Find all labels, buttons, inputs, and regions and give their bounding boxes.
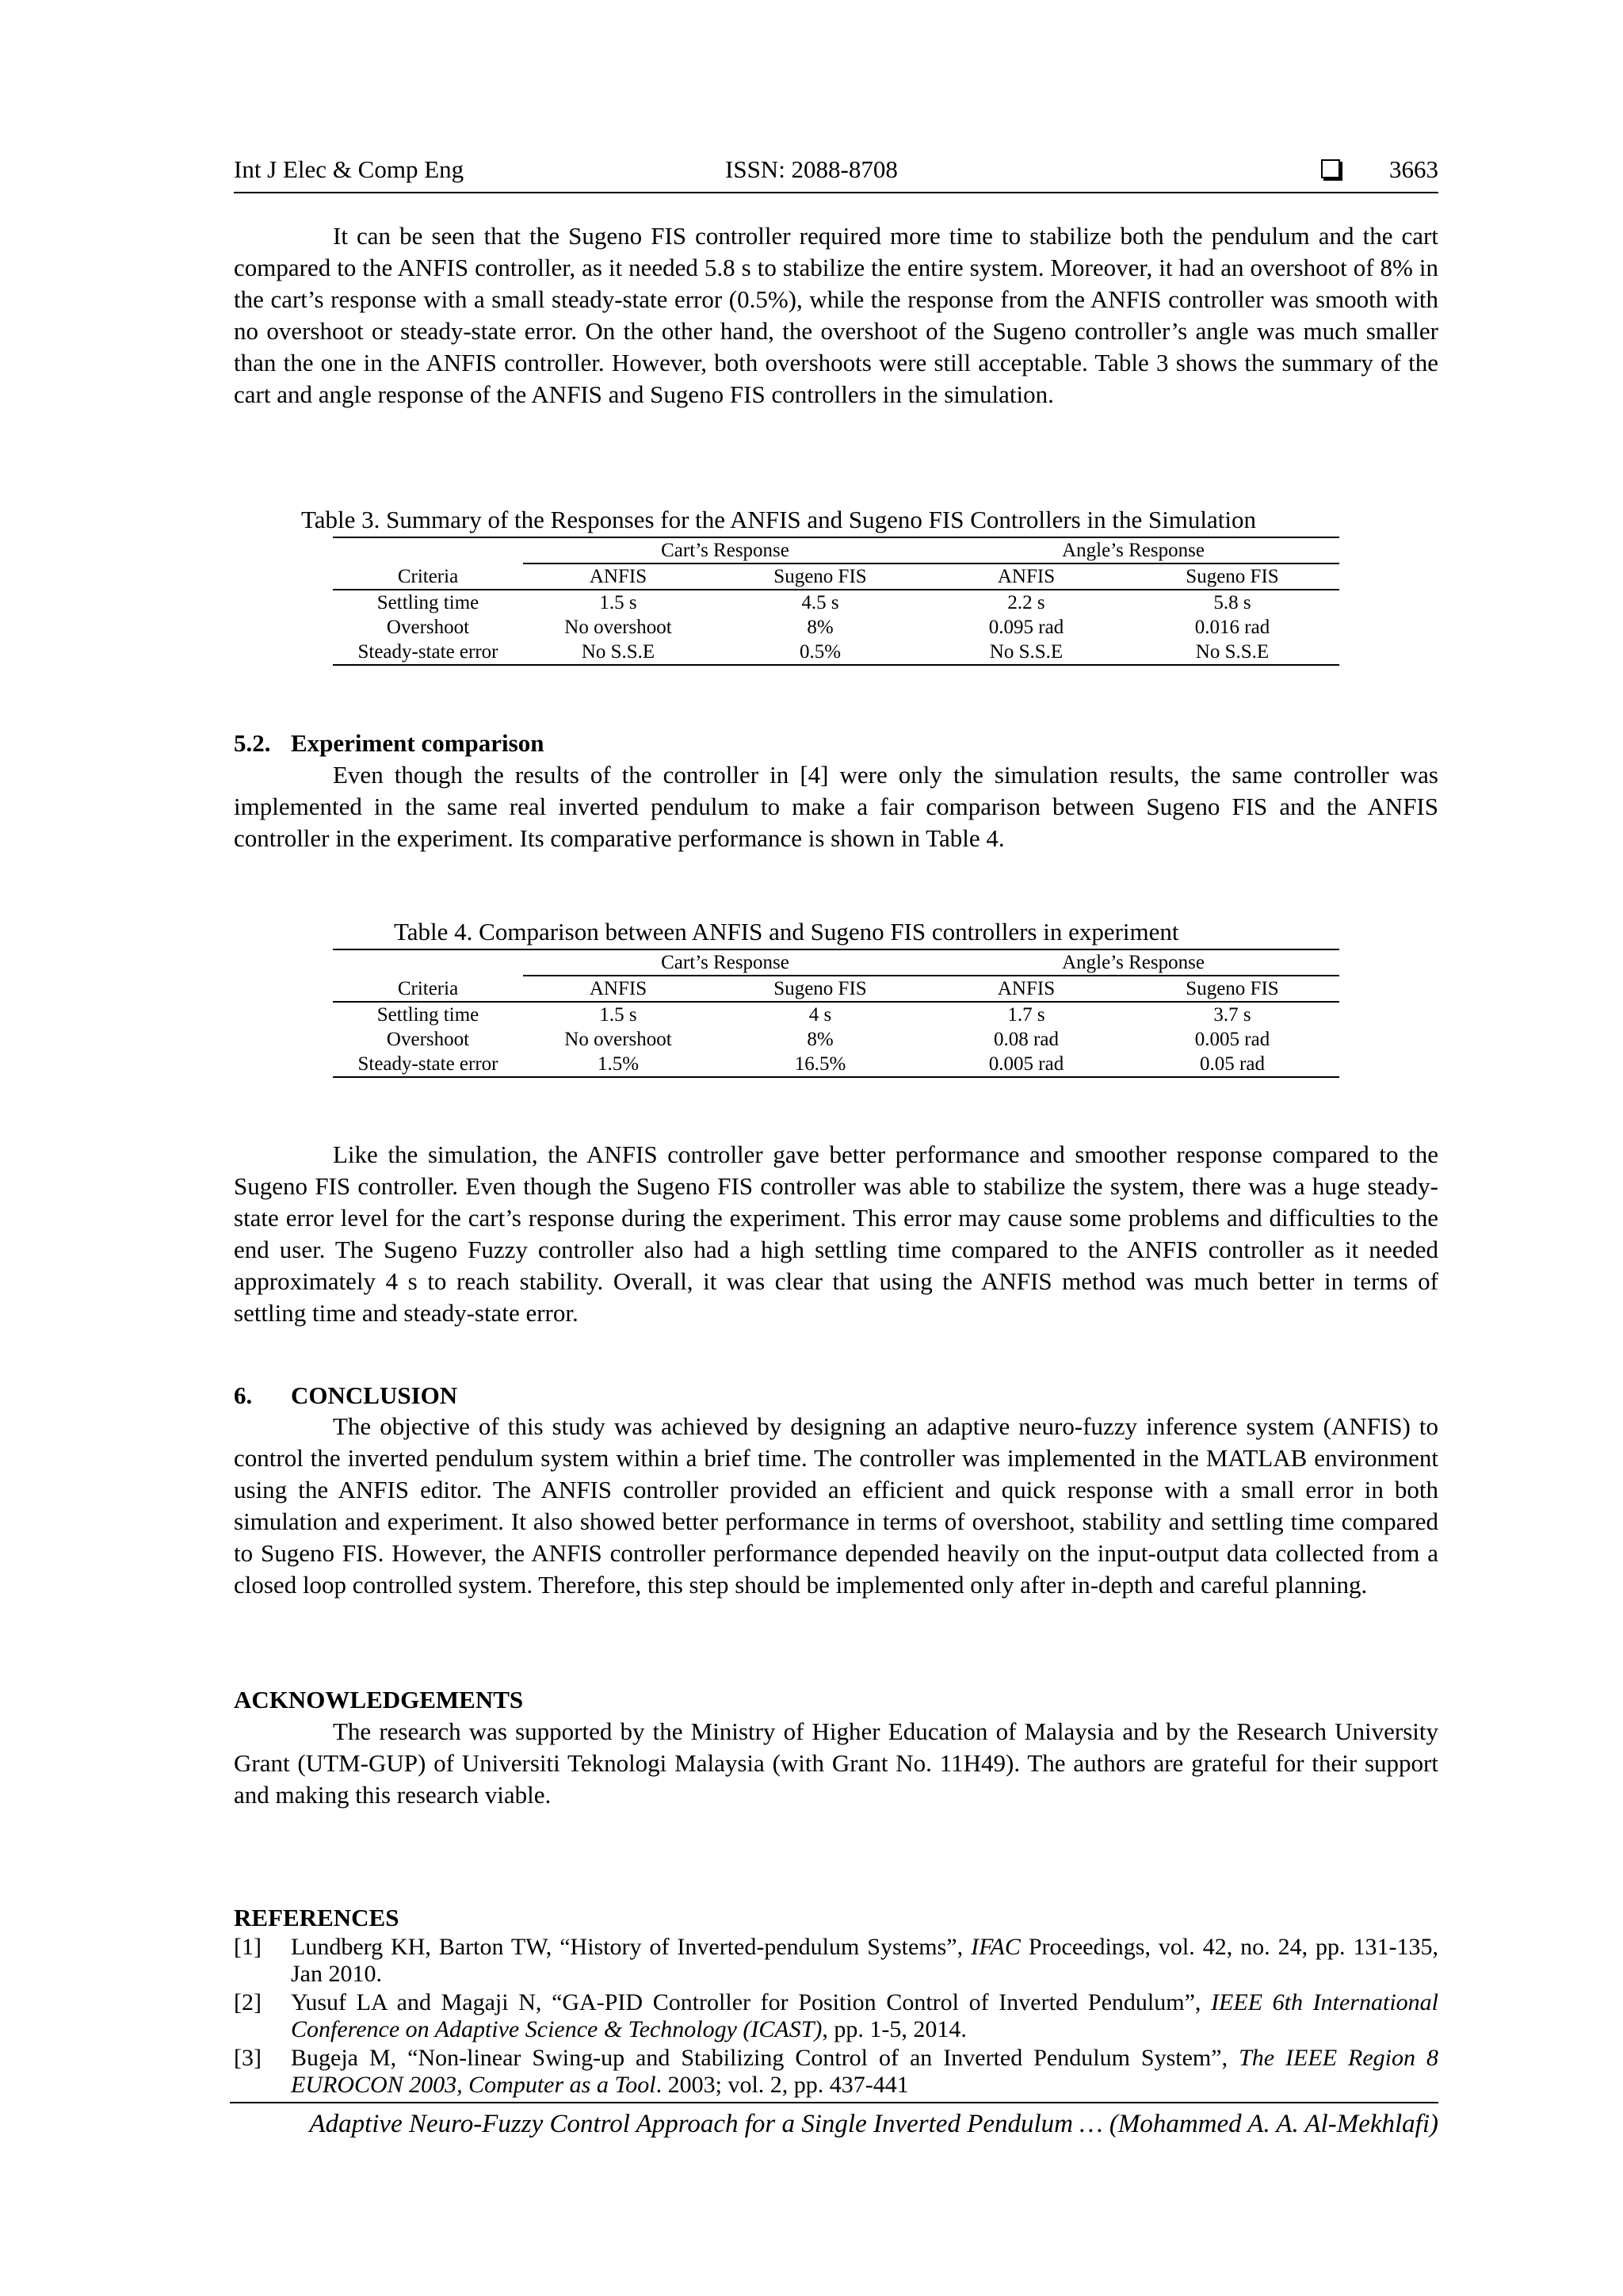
table-cell: 3.7 s	[1213, 1004, 1251, 1026]
table3-header: Criteria	[333, 563, 523, 590]
acknowledgements-heading: ACKNOWLEDGEMENTS	[234, 1686, 524, 1713]
table3-header: ANFIS	[523, 563, 713, 590]
table-row	[333, 615, 1339, 640]
table4-header: ANFIS	[523, 976, 713, 1002]
table3-header: ANFIS	[927, 563, 1125, 590]
table-cell: 8%	[807, 617, 834, 638]
table3-header: Sugeno FIS	[713, 563, 927, 590]
table-cell: No S.S.E	[927, 640, 1125, 665]
paragraph-conclusion: The objective of this study was achieved by designing an adaptive neuro-fuzzy inference system (ANFIS) to control the inverted pendulum system within a brief time. The controller was implemented in the MATLAB environment using the ANFIS editor. The ANFIS controller provided an efficient and quick response with a small error in both simulation and experiment. It also showed better performance in terms of overshoot, stability and settling time compared to Sugeno FIS. However, the ANFIS controller performance depended heavily on the input-output data collected from a closed loop controlled system. Therefore, this step should be implemented only after in-depth and careful planning.	[234, 1412, 1438, 1599]
table-cell: 16.5%	[713, 1052, 927, 1077]
table3-group-angle: Angle’s Response	[927, 537, 1339, 563]
section-heading-5-2: 5.2. Experiment comparison	[234, 729, 544, 757]
table-row	[333, 590, 1339, 615]
table-cell: Settling time	[376, 592, 479, 613]
section-heading-6: 6. CONCLUSION	[234, 1381, 458, 1409]
reference-item: [1] Lundberg KH, Barton TW, “History of Inverted-pendulum Systems”, IFAC Proceedings, vol. 42, no. 24, pp. 131-135, Jan 2010.	[234, 1934, 1438, 1987]
table4-caption: Table 4. Comparison between ANFIS and Sugeno FIS controllers in experiment	[394, 918, 1179, 946]
reference-item: [3] Bugeja M, “Non-linear Swing-up and Stabilizing Control of an Inverted Pendulum System”, The IEEE Region 8 EUROCON 2003, Computer as a Tool. 2003; vol. 2, pp. 437-441	[234, 2045, 1438, 2098]
table4	[333, 949, 1339, 1078]
table-row	[333, 640, 1339, 665]
paragraph-experiment-discussion: Like the simulation, the ANFIS controller gave better performance and smoother response compared to the Sugeno FIS controller. Even though the Sugeno FIS controller was able to stabilize the system, there was a huge steady-state error level for the cart’s response during the experiment. This error may cause some problems and difficulties to the end user. The Sugeno Fuzzy controller also had a high settling time compared to the ANFIS controller as it needed approximately 4 s to reach stability. Overall, it was clear that using the ANFIS method was much better in terms of settling time and steady-state error.	[234, 1140, 1438, 1327]
table-cell: 0.08 rad	[994, 1029, 1059, 1050]
paragraph-experiment-comparison: Even though the results of the controller in [4] were only the simulation results, the same controller was implemented in the same real inverted pendulum to make a fair comparison between Sugeno FIS and the ANFIS controller in the experiment. Its comparative performance is shown in Table 4.	[234, 761, 1438, 852]
table4-header: ANFIS	[927, 976, 1125, 1002]
references-heading: REFERENCES	[234, 1904, 399, 1931]
table-row	[333, 1002, 1339, 1027]
table-cell: Overshoot	[386, 1029, 470, 1050]
table-cell: 1.7 s	[1007, 1004, 1045, 1026]
running-footer: Adaptive Neuro-Fuzzy Control Approach for a Single Inverted Pendulum … (Mohammed A. A. Al-Mekhlafi)	[309, 2110, 1438, 2138]
table-cell: Settling time	[376, 1004, 479, 1026]
table-cell: No overshoot	[564, 617, 672, 638]
table-cell: 5.8 s	[1213, 592, 1251, 613]
table-cell: 0.095 rad	[988, 617, 1064, 638]
table-cell: 8%	[807, 1029, 834, 1050]
table-cell: 0.005 rad	[1194, 1029, 1270, 1050]
table-cell: No S.S.E	[523, 640, 713, 665]
table-cell: 2.2 s	[1007, 592, 1045, 613]
table3-header: Sugeno FIS	[1125, 563, 1339, 590]
table-cell: 1.5%	[523, 1052, 713, 1077]
table-cell: 1.5 s	[599, 1004, 637, 1026]
table-cell: 0.05 rad	[1125, 1052, 1339, 1077]
footer-rule	[230, 2102, 1438, 2103]
table-cell: Steady-state error	[333, 640, 523, 665]
table-cell: 4.5 s	[801, 592, 839, 613]
table-row	[333, 1027, 1339, 1052]
table-cell: No overshoot	[564, 1029, 672, 1050]
table4-header: Criteria	[333, 976, 523, 1002]
reference-item: [2] Yusuf LA and Magaji N, “GA-PID Controller for Position Control of Inverted Pendulum”, IEEE 6th International Conference on Adaptive Science & Technology (ICAST), pp. 1-5, 2014.	[234, 1989, 1438, 2042]
table-row	[333, 1052, 1339, 1077]
table-cell: Overshoot	[386, 617, 470, 638]
table3-group-cart: Cart’s Response	[523, 537, 927, 563]
reference-list	[234, 1934, 1438, 2100]
journal-name: Int J Elec & Comp Eng	[234, 155, 464, 183]
table-cell: 4 s	[808, 1004, 832, 1026]
square-bullet-icon	[1321, 159, 1340, 178]
table-cell: No S.S.E	[1125, 640, 1339, 665]
page-number: 3663	[1389, 155, 1438, 183]
paragraph-simulation-discussion: It can be seen that the Sugeno FIS controller required more time to stabilize both the pendulum and the cart compared to the ANFIS controller, as it needed 5.8 s to stabilize the entire system. Moreover, it had an overshoot of 8% in the cart’s response with a small steady-state error (0.5%), while the response from the ANFIS controller was smooth with no overshoot or steady-state error. On the other hand, the overshoot of the Sugeno controller’s angle was much smaller than the one in the ANFIS controller. However, both overshoots were still acceptable. Table 3 shows the summary of the cart and angle response of the ANFIS and Sugeno FIS controllers in the simulation.	[234, 222, 1438, 408]
table-cell: 0.005 rad	[927, 1052, 1125, 1077]
paragraph-acknowledgements: The research was supported by the Ministry of Higher Education of Malaysia and by the Research University Grant (UTM-GUP) of Universiti Teknologi Malaysia (with Grant No. 11H49). The authors are grateful for their support and making this research viable.	[234, 1717, 1438, 1809]
table3-caption: Table 3. Summary of the Responses for the ANFIS and Sugeno FIS Controllers in the Simulation	[301, 506, 1257, 533]
table-cell: 1.5 s	[599, 592, 637, 613]
table3	[333, 537, 1339, 666]
table4-header: Sugeno FIS	[713, 976, 927, 1002]
table4-group-cart: Cart’s Response	[523, 949, 927, 976]
table-cell: 0.016 rad	[1194, 617, 1270, 638]
table-cell: Steady-state error	[333, 1052, 523, 1077]
table4-header: Sugeno FIS	[1125, 976, 1339, 1002]
running-header	[234, 155, 1438, 193]
table-cell: 0.5%	[713, 640, 927, 665]
issn: ISSN: 2088-8708	[725, 155, 898, 183]
table4-group-angle: Angle’s Response	[927, 949, 1339, 976]
